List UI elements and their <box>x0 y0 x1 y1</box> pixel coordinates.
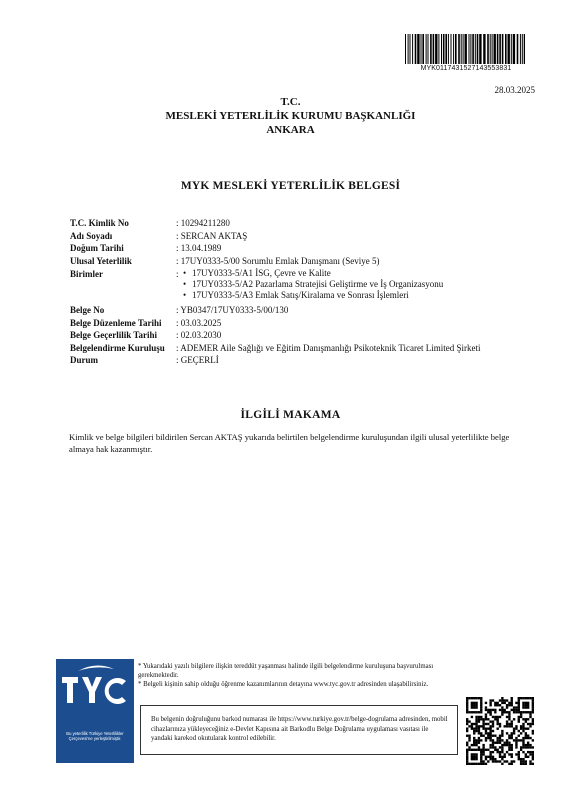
header-line-3: ANKARA <box>266 124 315 136</box>
footer-notes <box>138 662 438 689</box>
tc-value: : 10294211280 <box>176 218 230 228</box>
qualification-label: Ulusal Yeterlilik <box>70 255 132 266</box>
issued-value: : 03.03.2025 <box>176 317 222 328</box>
units-colon: : <box>176 269 179 279</box>
qr-code <box>466 697 534 765</box>
field-tc <box>70 217 540 230</box>
field-valid <box>70 329 540 342</box>
barcode <box>401 34 531 72</box>
cert-body-value: : ADEMER Aile Sağlığı ve Eğitim Danışmanlığı Psikoteknik Ticaret Limited Şirketi <box>176 342 481 353</box>
unit-item: • 17UY0333-5/A3 Emlak Satış/Kiralama ve Sonrası İşlemleri <box>179 290 443 301</box>
tc-label: T.C. Kimlik No <box>70 218 129 228</box>
birth-label: Doğum Tarihi <box>70 243 124 253</box>
birth-value: : 13.04.1989 <box>176 243 222 253</box>
unit-item: • 17UY0333-5/A2 Pazarlama Stratejisi Geliştirme ve İş Organizasyonu <box>179 279 443 290</box>
verification-text: Bu belgenin doğruluğunu barkod numarası ile https://www.turkiye.gov.tr/belge-dogrulama adresinden, mobil cihazlarınıza yükleyeceğiniz e-Devlet Kapısına ait Barkodlu Belge Doğrulama uygulaması vasıtası ile yandaki karekod okutularak kontrol edilebilir. <box>151 716 448 742</box>
barcode-image <box>405 34 525 64</box>
verification-box <box>140 705 458 755</box>
field-cert-body <box>70 342 540 355</box>
units-label: Birimler <box>70 269 103 279</box>
qualification-value: : 17UY0333-5/00 Sorumlu Emlak Danışmanı (Seviye 5) <box>176 255 380 266</box>
status-value: : GEÇERLİ <box>176 355 219 365</box>
tyc-logo-mark <box>56 659 134 729</box>
cert-no-value: : YB0347/17UY0333-5/00/130 <box>176 305 289 315</box>
valid-value: : 02.03.2030 <box>176 330 222 340</box>
tyc-logo <box>56 659 134 763</box>
footer-note-2: * Belgeli kişinin sahip olduğu öğrenme kazanımlarının detayına www.tyc.gov.tr adresinden ulaşabilirsiniz. <box>138 681 429 688</box>
to-whom-title: İLGİLİ MAKAMA <box>240 409 341 421</box>
field-qualification <box>70 255 540 268</box>
document-title: MYK MESLEKİ YETERLİLİK BELGESİ <box>180 180 401 192</box>
field-status <box>70 354 540 367</box>
field-cert-no <box>70 304 540 317</box>
status-label: Durum <box>70 355 99 365</box>
issue-date: 28.03.2025 <box>494 85 535 95</box>
cert-no-label: Belge No <box>70 305 105 315</box>
cert-body-label: Belgelendirme Kuruluşu <box>70 342 165 353</box>
field-issued <box>70 317 540 330</box>
issued-label: Belge Düzenleme Tarihi <box>70 317 162 328</box>
footer-note-1: * Yukarıdaki yazılı bilgilere ilişkin tereddüt yaşanması halinde ilgili belgelendirme kuruluşuna başvurulması gerekmektedir. <box>138 663 434 679</box>
header-line-2: MESLEKİ YETERLİLİK KURUMU BAŞKANLIĞI <box>165 110 416 122</box>
valid-label: Belge Geçerlilik Tarihi <box>70 330 157 340</box>
tyc-logo-caption: Bu yeterlilik Türkiye Yeterlilikler Çerçevesi'ne yerleştirilmiştir. <box>66 731 124 741</box>
certificate-statement: Kimlik ve belge bilgileri bildirilen Sercan AKTAŞ yukarıda belirtilen belgelendirme kuruluşundan ilgili ulusal yeterlilikte belge almaya hak kazanmıştır. <box>69 432 510 454</box>
name-value: : SERCAN AKTAŞ <box>176 230 248 241</box>
certificate-fields <box>70 217 540 367</box>
unit-item: • 17UY0333-5/A1 İSG, Çevre ve Kalite <box>179 268 443 279</box>
barcode-number: MYK01174315271435538​31 <box>420 65 512 72</box>
field-name <box>70 230 540 243</box>
header-line-1: T.C. <box>280 96 301 108</box>
units-list <box>179 268 443 301</box>
name-label: Adı Soyadı <box>70 230 113 241</box>
field-units <box>70 268 540 301</box>
field-birth <box>70 242 540 255</box>
